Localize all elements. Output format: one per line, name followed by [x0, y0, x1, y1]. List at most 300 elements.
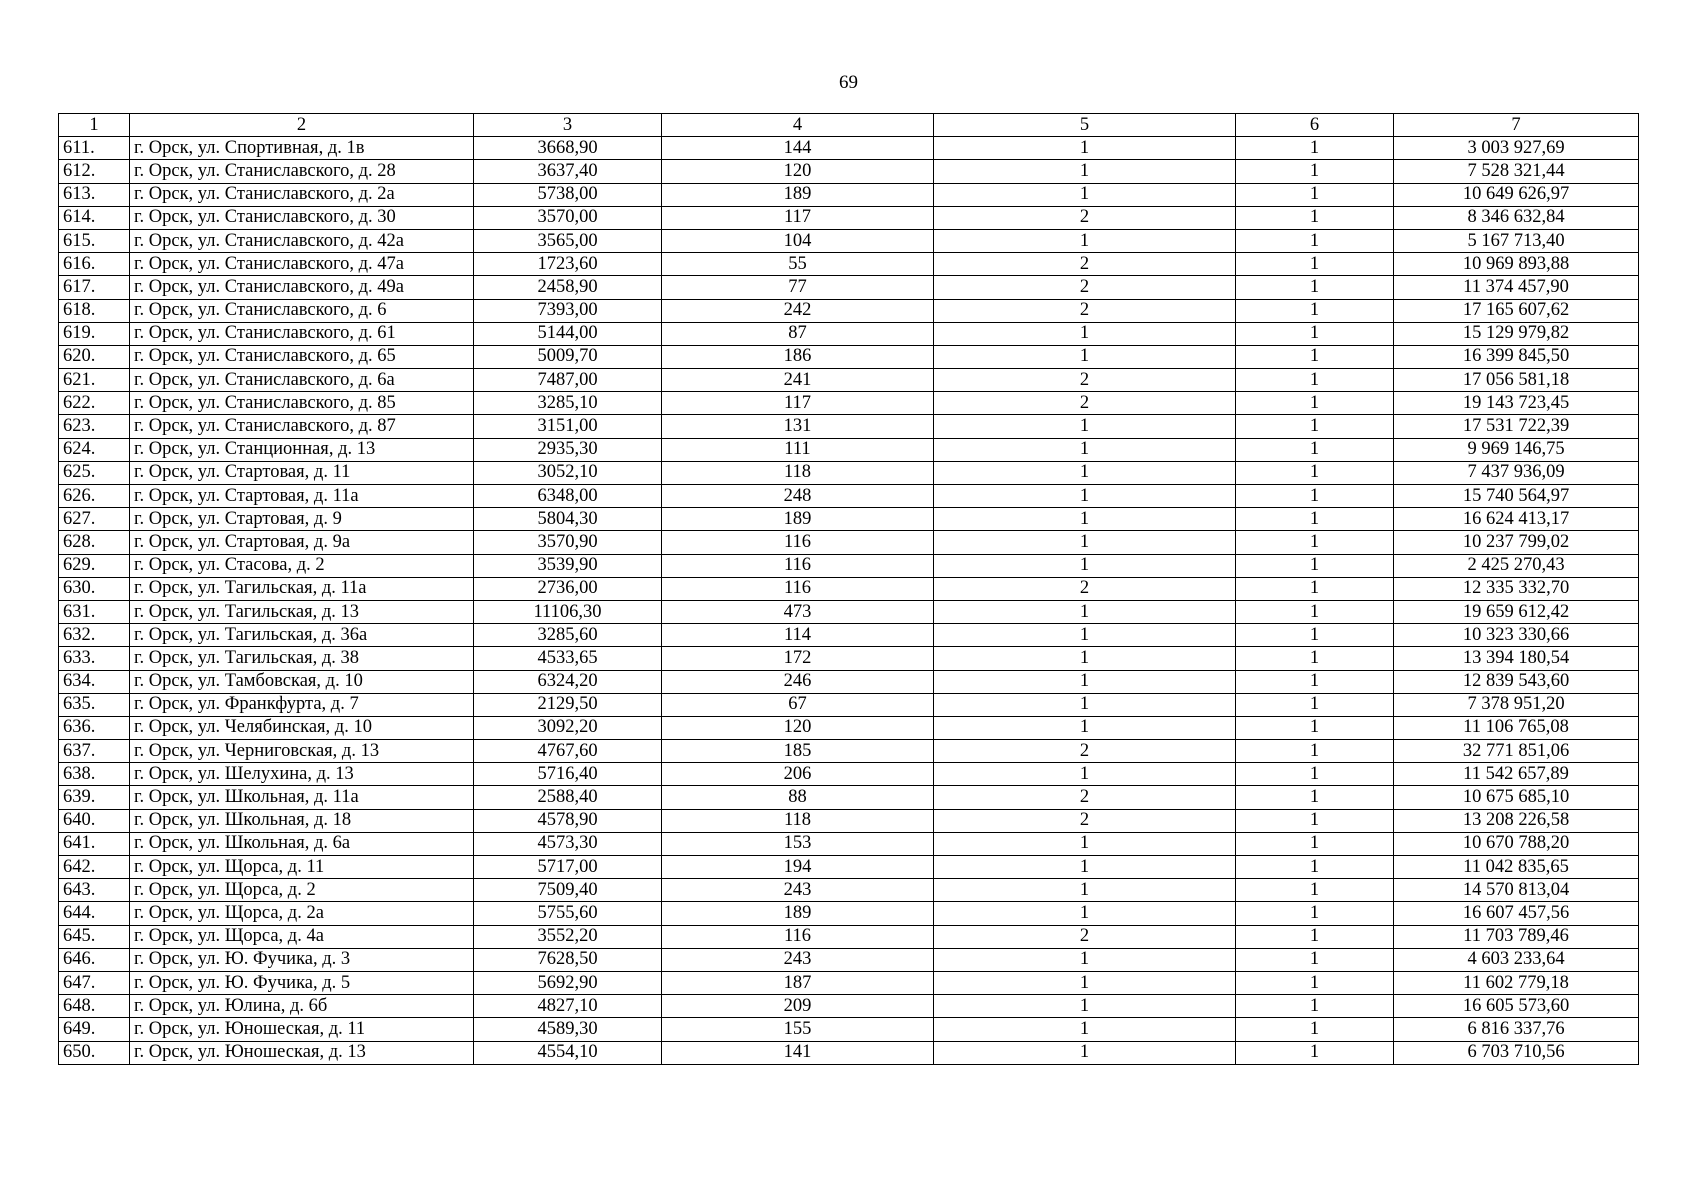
cell-col-5-value: 1 — [934, 948, 1236, 971]
table-row — [59, 345, 1639, 368]
cell-col-5-value: 1 — [934, 485, 1236, 508]
cell-row-number: 628. — [59, 531, 130, 554]
cell-row-number: 623. — [59, 415, 130, 438]
cell-area: 5755,60 — [474, 902, 662, 925]
cell-address: г. Орск, ул. Стартовая, д. 11а — [130, 485, 474, 508]
cell-area: 5692,90 — [474, 971, 662, 994]
column-header: 3 — [474, 114, 662, 137]
cell-address: г. Орск, ул. Станиславского, д. 65 — [130, 345, 474, 368]
cell-cost: 15 129 979,82 — [1394, 322, 1639, 345]
cell-row-number: 620. — [59, 345, 130, 368]
cell-cost: 7 437 936,09 — [1394, 461, 1639, 484]
cell-col-5-value: 2 — [934, 206, 1236, 229]
table-row — [59, 948, 1639, 971]
cell-cost: 7 378 951,20 — [1394, 693, 1639, 716]
cell-area: 4767,60 — [474, 740, 662, 763]
column-number-row — [59, 114, 1639, 137]
cell-col-6-value: 1 — [1236, 345, 1394, 368]
cell-row-number: 614. — [59, 206, 130, 229]
cell-cost: 11 602 779,18 — [1394, 971, 1639, 994]
cell-col-6-value: 1 — [1236, 925, 1394, 948]
cell-address: г. Орск, ул. Щорса, д. 4а — [130, 925, 474, 948]
cell-area: 1723,60 — [474, 253, 662, 276]
cell-cost: 10 649 626,97 — [1394, 183, 1639, 206]
cell-address: г. Орск, ул. Юлина, д. 6б — [130, 995, 474, 1018]
cell-col-6-value: 1 — [1236, 716, 1394, 739]
cell-row-number: 617. — [59, 276, 130, 299]
cell-col-6-value: 1 — [1236, 1041, 1394, 1064]
cell-address: г. Орск, ул. Ю. Фучика, д. 5 — [130, 971, 474, 994]
cell-row-number: 646. — [59, 948, 130, 971]
cell-col-5-value: 1 — [934, 415, 1236, 438]
cell-col-6-value: 1 — [1236, 600, 1394, 623]
cell-col-5-value: 1 — [934, 1018, 1236, 1041]
table-row — [59, 925, 1639, 948]
cell-cost: 11 542 657,89 — [1394, 763, 1639, 786]
cell-row-number: 639. — [59, 786, 130, 809]
cell-apartments-count: 55 — [662, 253, 934, 276]
cell-col-6-value: 1 — [1236, 508, 1394, 531]
cell-area: 4589,30 — [474, 1018, 662, 1041]
cell-col-5-value: 1 — [934, 670, 1236, 693]
cell-col-6-value: 1 — [1236, 624, 1394, 647]
cell-col-6-value: 1 — [1236, 183, 1394, 206]
cell-cost: 16 399 845,50 — [1394, 345, 1639, 368]
table-row — [59, 531, 1639, 554]
cell-col-5-value: 2 — [934, 786, 1236, 809]
cell-area: 7487,00 — [474, 369, 662, 392]
cell-area: 3570,00 — [474, 206, 662, 229]
cell-apartments-count: 185 — [662, 740, 934, 763]
cell-area: 4573,30 — [474, 832, 662, 855]
column-header: 6 — [1236, 114, 1394, 137]
cell-cost: 6 703 710,56 — [1394, 1041, 1639, 1064]
cell-col-5-value: 2 — [934, 809, 1236, 832]
cell-cost: 11 042 835,65 — [1394, 856, 1639, 879]
cell-area: 3151,00 — [474, 415, 662, 438]
cell-apartments-count: 155 — [662, 1018, 934, 1041]
cell-cost: 32 771 851,06 — [1394, 740, 1639, 763]
cell-row-number: 644. — [59, 902, 130, 925]
cell-cost: 16 624 413,17 — [1394, 508, 1639, 531]
cell-area: 3092,20 — [474, 716, 662, 739]
cell-apartments-count: 144 — [662, 137, 934, 160]
cell-row-number: 626. — [59, 485, 130, 508]
cell-address: г. Орск, ул. Тагильская, д. 38 — [130, 647, 474, 670]
cell-address: г. Орск, ул. Стартовая, д. 9 — [130, 508, 474, 531]
cell-col-6-value: 1 — [1236, 786, 1394, 809]
table-row — [59, 299, 1639, 322]
table-row — [59, 369, 1639, 392]
table-row — [59, 879, 1639, 902]
cell-apartments-count: 189 — [662, 508, 934, 531]
cell-col-5-value: 1 — [934, 856, 1236, 879]
column-header: 2 — [130, 114, 474, 137]
cell-area: 11106,30 — [474, 600, 662, 623]
cell-row-number: 647. — [59, 971, 130, 994]
cell-col-5-value: 1 — [934, 345, 1236, 368]
cell-row-number: 630. — [59, 577, 130, 600]
page-number: 69 — [839, 72, 858, 93]
cell-cost: 5 167 713,40 — [1394, 229, 1639, 252]
cell-apartments-count: 189 — [662, 902, 934, 925]
cell-address: г. Орск, ул. Станиславского, д. 47а — [130, 253, 474, 276]
cell-address: г. Орск, ул. Станиславского, д. 85 — [130, 392, 474, 415]
cell-col-5-value: 1 — [934, 531, 1236, 554]
cell-apartments-count: 194 — [662, 856, 934, 879]
cell-col-5-value: 1 — [934, 832, 1236, 855]
cell-apartments-count: 87 — [662, 322, 934, 345]
table-row — [59, 322, 1639, 345]
cell-apartments-count: 209 — [662, 995, 934, 1018]
cell-row-number: 650. — [59, 1041, 130, 1064]
cell-col-5-value: 1 — [934, 902, 1236, 925]
cell-col-5-value: 1 — [934, 461, 1236, 484]
cell-col-5-value: 2 — [934, 276, 1236, 299]
table-row — [59, 276, 1639, 299]
cell-area: 7393,00 — [474, 299, 662, 322]
cell-cost: 9 969 146,75 — [1394, 438, 1639, 461]
cell-cost: 16 607 457,56 — [1394, 902, 1639, 925]
cell-apartments-count: 120 — [662, 716, 934, 739]
cell-address: г. Орск, ул. Станиславского, д. 28 — [130, 160, 474, 183]
cell-cost: 15 740 564,97 — [1394, 485, 1639, 508]
cell-col-6-value: 1 — [1236, 879, 1394, 902]
column-header: 4 — [662, 114, 934, 137]
cell-col-6-value: 1 — [1236, 1018, 1394, 1041]
cell-row-number: 641. — [59, 832, 130, 855]
cell-address: г. Орск, ул. Станиславского, д. 61 — [130, 322, 474, 345]
cell-row-number: 619. — [59, 322, 130, 345]
table-row — [59, 716, 1639, 739]
cell-apartments-count: 186 — [662, 345, 934, 368]
cell-area: 2736,00 — [474, 577, 662, 600]
cell-cost: 14 570 813,04 — [1394, 879, 1639, 902]
cell-address: г. Орск, ул. Стартовая, д. 9а — [130, 531, 474, 554]
cell-apartments-count: 117 — [662, 206, 934, 229]
table-row — [59, 902, 1639, 925]
cell-area: 3552,20 — [474, 925, 662, 948]
cell-col-6-value: 1 — [1236, 763, 1394, 786]
table-row — [59, 508, 1639, 531]
cell-col-6-value: 1 — [1236, 740, 1394, 763]
cell-apartments-count: 88 — [662, 786, 934, 809]
table-row — [59, 995, 1639, 1018]
cell-area: 3285,60 — [474, 624, 662, 647]
cell-row-number: 627. — [59, 508, 130, 531]
cell-apartments-count: 118 — [662, 809, 934, 832]
buildings-table — [58, 113, 1639, 1065]
cell-col-6-value: 1 — [1236, 485, 1394, 508]
cell-col-5-value: 1 — [934, 995, 1236, 1018]
cell-cost: 16 605 573,60 — [1394, 995, 1639, 1018]
cell-address: г. Орск, ул. Стартовая, д. 11 — [130, 461, 474, 484]
column-header: 7 — [1394, 114, 1639, 137]
cell-address: г. Орск, ул. Франкфурта, д. 7 — [130, 693, 474, 716]
cell-address: г. Орск, ул. Спортивная, д. 1в — [130, 137, 474, 160]
cell-area: 3285,10 — [474, 392, 662, 415]
cell-area: 4554,10 — [474, 1041, 662, 1064]
cell-address: г. Орск, ул. Станиславского, д. 42а — [130, 229, 474, 252]
cell-address: г. Орск, ул. Станционная, д. 13 — [130, 438, 474, 461]
cell-col-6-value: 1 — [1236, 229, 1394, 252]
cell-cost: 12 839 543,60 — [1394, 670, 1639, 693]
cell-cost: 13 208 226,58 — [1394, 809, 1639, 832]
table-body — [59, 137, 1639, 1065]
cell-cost: 17 165 607,62 — [1394, 299, 1639, 322]
cell-area: 6348,00 — [474, 485, 662, 508]
cell-area: 2588,40 — [474, 786, 662, 809]
cell-cost: 10 675 685,10 — [1394, 786, 1639, 809]
table-row — [59, 786, 1639, 809]
cell-col-6-value: 1 — [1236, 415, 1394, 438]
cell-cost: 12 335 332,70 — [1394, 577, 1639, 600]
cell-col-5-value: 2 — [934, 577, 1236, 600]
cell-apartments-count: 116 — [662, 577, 934, 600]
table-row — [59, 137, 1639, 160]
cell-address: г. Орск, ул. Школьная, д. 11а — [130, 786, 474, 809]
cell-col-5-value: 1 — [934, 1041, 1236, 1064]
cell-address: г. Орск, ул. Тагильская, д. 11а — [130, 577, 474, 600]
cell-col-5-value: 1 — [934, 624, 1236, 647]
cell-cost: 10 969 893,88 — [1394, 253, 1639, 276]
cell-col-6-value: 1 — [1236, 253, 1394, 276]
cell-cost: 19 659 612,42 — [1394, 600, 1639, 623]
cell-apartments-count: 206 — [662, 763, 934, 786]
cell-row-number: 618. — [59, 299, 130, 322]
cell-col-6-value: 1 — [1236, 531, 1394, 554]
cell-apartments-count: 104 — [662, 229, 934, 252]
cell-apartments-count: 77 — [662, 276, 934, 299]
cell-address: г. Орск, ул. Станиславского, д. 87 — [130, 415, 474, 438]
cell-cost: 13 394 180,54 — [1394, 647, 1639, 670]
cell-row-number: 611. — [59, 137, 130, 160]
cell-address: г. Орск, ул. Юношеская, д. 11 — [130, 1018, 474, 1041]
cell-col-5-value: 1 — [934, 879, 1236, 902]
cell-col-6-value: 1 — [1236, 206, 1394, 229]
cell-area: 5144,00 — [474, 322, 662, 345]
cell-col-6-value: 1 — [1236, 971, 1394, 994]
cell-cost: 10 670 788,20 — [1394, 832, 1639, 855]
cell-area: 3570,90 — [474, 531, 662, 554]
table-row — [59, 600, 1639, 623]
cell-col-5-value: 1 — [934, 600, 1236, 623]
cell-cost: 19 143 723,45 — [1394, 392, 1639, 415]
cell-apartments-count: 241 — [662, 369, 934, 392]
cell-col-5-value: 2 — [934, 253, 1236, 276]
cell-row-number: 616. — [59, 253, 130, 276]
cell-address: г. Орск, ул. Тагильская, д. 13 — [130, 600, 474, 623]
cell-area: 3637,40 — [474, 160, 662, 183]
cell-col-6-value: 1 — [1236, 160, 1394, 183]
cell-row-number: 642. — [59, 856, 130, 879]
cell-address: г. Орск, ул. Станиславского, д. 6а — [130, 369, 474, 392]
cell-col-5-value: 1 — [934, 160, 1236, 183]
cell-address: г. Орск, ул. Ю. Фучика, д. 3 — [130, 948, 474, 971]
cell-col-6-value: 1 — [1236, 948, 1394, 971]
cell-col-6-value: 1 — [1236, 832, 1394, 855]
cell-apartments-count: 116 — [662, 531, 934, 554]
cell-address: г. Орск, ул. Станиславского, д. 2а — [130, 183, 474, 206]
cell-apartments-count: 242 — [662, 299, 934, 322]
table-row — [59, 392, 1639, 415]
cell-address: г. Орск, ул. Челябинская, д. 10 — [130, 716, 474, 739]
cell-col-5-value: 1 — [934, 229, 1236, 252]
cell-row-number: 632. — [59, 624, 130, 647]
cell-row-number: 637. — [59, 740, 130, 763]
cell-apartments-count: 248 — [662, 485, 934, 508]
cell-address: г. Орск, ул. Черниговская, д. 13 — [130, 740, 474, 763]
cell-col-5-value: 1 — [934, 693, 1236, 716]
cell-address: г. Орск, ул. Станиславского, д. 49а — [130, 276, 474, 299]
cell-cost: 7 528 321,44 — [1394, 160, 1639, 183]
cell-address: г. Орск, ул. Щорса, д. 2а — [130, 902, 474, 925]
cell-col-6-value: 1 — [1236, 554, 1394, 577]
cell-cost: 17 531 722,39 — [1394, 415, 1639, 438]
table-row — [59, 763, 1639, 786]
cell-row-number: 635. — [59, 693, 130, 716]
table-row — [59, 856, 1639, 879]
cell-row-number: 629. — [59, 554, 130, 577]
cell-area: 5717,00 — [474, 856, 662, 879]
cell-row-number: 624. — [59, 438, 130, 461]
table-row — [59, 183, 1639, 206]
cell-col-5-value: 2 — [934, 369, 1236, 392]
cell-col-6-value: 1 — [1236, 392, 1394, 415]
cell-area: 3565,00 — [474, 229, 662, 252]
cell-cost: 10 237 799,02 — [1394, 531, 1639, 554]
column-header: 5 — [934, 114, 1236, 137]
cell-address: г. Орск, ул. Школьная, д. 18 — [130, 809, 474, 832]
cell-col-5-value: 2 — [934, 740, 1236, 763]
cell-col-6-value: 1 — [1236, 461, 1394, 484]
table-row — [59, 253, 1639, 276]
table-row — [59, 229, 1639, 252]
cell-col-5-value: 1 — [934, 763, 1236, 786]
cell-address: г. Орск, ул. Станиславского, д. 6 — [130, 299, 474, 322]
cell-apartments-count: 116 — [662, 554, 934, 577]
cell-area: 5738,00 — [474, 183, 662, 206]
cell-col-5-value: 1 — [934, 647, 1236, 670]
cell-row-number: 613. — [59, 183, 130, 206]
cell-area: 3668,90 — [474, 137, 662, 160]
table-row — [59, 1018, 1639, 1041]
cell-row-number: 648. — [59, 995, 130, 1018]
cell-area: 4578,90 — [474, 809, 662, 832]
cell-cost: 17 056 581,18 — [1394, 369, 1639, 392]
cell-row-number: 649. — [59, 1018, 130, 1041]
cell-apartments-count: 118 — [662, 461, 934, 484]
cell-area: 5009,70 — [474, 345, 662, 368]
table-row — [59, 206, 1639, 229]
cell-row-number: 634. — [59, 670, 130, 693]
cell-apartments-count: 243 — [662, 948, 934, 971]
cell-col-6-value: 1 — [1236, 856, 1394, 879]
cell-apartments-count: 141 — [662, 1041, 934, 1064]
cell-col-6-value: 1 — [1236, 902, 1394, 925]
cell-row-number: 615. — [59, 229, 130, 252]
cell-apartments-count: 246 — [662, 670, 934, 693]
cell-apartments-count: 67 — [662, 693, 934, 716]
cell-col-6-value: 1 — [1236, 647, 1394, 670]
cell-area: 7509,40 — [474, 879, 662, 902]
cell-apartments-count: 153 — [662, 832, 934, 855]
cell-col-5-value: 1 — [934, 971, 1236, 994]
cell-row-number: 645. — [59, 925, 130, 948]
cell-apartments-count: 189 — [662, 183, 934, 206]
cell-address: г. Орск, ул. Щорса, д. 11 — [130, 856, 474, 879]
cell-row-number: 625. — [59, 461, 130, 484]
cell-apartments-count: 117 — [662, 392, 934, 415]
cell-area: 2935,30 — [474, 438, 662, 461]
cell-row-number: 622. — [59, 392, 130, 415]
cell-area: 7628,50 — [474, 948, 662, 971]
table-row — [59, 160, 1639, 183]
cell-address: г. Орск, ул. Шелухина, д. 13 — [130, 763, 474, 786]
cell-row-number: 633. — [59, 647, 130, 670]
cell-area: 3539,90 — [474, 554, 662, 577]
cell-col-6-value: 1 — [1236, 809, 1394, 832]
table-row — [59, 1041, 1639, 1064]
cell-row-number: 636. — [59, 716, 130, 739]
cell-row-number: 631. — [59, 600, 130, 623]
cell-col-6-value: 1 — [1236, 369, 1394, 392]
cell-apartments-count: 116 — [662, 925, 934, 948]
cell-address: г. Орск, ул. Тамбовская, д. 10 — [130, 670, 474, 693]
cell-col-6-value: 1 — [1236, 577, 1394, 600]
cell-apartments-count: 114 — [662, 624, 934, 647]
cell-area: 5716,40 — [474, 763, 662, 786]
cell-col-5-value: 2 — [934, 299, 1236, 322]
cell-address: г. Орск, ул. Тагильская, д. 36а — [130, 624, 474, 647]
cell-address: г. Орск, ул. Юношеская, д. 13 — [130, 1041, 474, 1064]
cell-cost: 11 106 765,08 — [1394, 716, 1639, 739]
cell-row-number: 621. — [59, 369, 130, 392]
cell-col-5-value: 1 — [934, 508, 1236, 531]
cell-area: 2458,90 — [474, 276, 662, 299]
cell-cost: 8 346 632,84 — [1394, 206, 1639, 229]
cell-col-5-value: 2 — [934, 925, 1236, 948]
cell-row-number: 638. — [59, 763, 130, 786]
cell-area: 3052,10 — [474, 461, 662, 484]
cell-area: 5804,30 — [474, 508, 662, 531]
cell-cost: 4 603 233,64 — [1394, 948, 1639, 971]
cell-apartments-count: 120 — [662, 160, 934, 183]
cell-col-5-value: 1 — [934, 438, 1236, 461]
cell-cost: 6 816 337,76 — [1394, 1018, 1639, 1041]
table-row — [59, 647, 1639, 670]
table-row — [59, 577, 1639, 600]
table-row — [59, 438, 1639, 461]
cell-apartments-count: 243 — [662, 879, 934, 902]
cell-area: 4827,10 — [474, 995, 662, 1018]
cell-col-5-value: 1 — [934, 716, 1236, 739]
table-row — [59, 461, 1639, 484]
cell-col-6-value: 1 — [1236, 438, 1394, 461]
cell-address: г. Орск, ул. Стасова, д. 2 — [130, 554, 474, 577]
cell-area: 2129,50 — [474, 693, 662, 716]
cell-col-5-value: 1 — [934, 322, 1236, 345]
cell-apartments-count: 131 — [662, 415, 934, 438]
cell-col-6-value: 1 — [1236, 299, 1394, 322]
cell-address: г. Орск, ул. Станиславского, д. 30 — [130, 206, 474, 229]
cell-col-6-value: 1 — [1236, 995, 1394, 1018]
cell-address: г. Орск, ул. Школьная, д. 6а — [130, 832, 474, 855]
table-row — [59, 415, 1639, 438]
table-row — [59, 832, 1639, 855]
cell-address: г. Орск, ул. Щорса, д. 2 — [130, 879, 474, 902]
cell-col-5-value: 1 — [934, 183, 1236, 206]
